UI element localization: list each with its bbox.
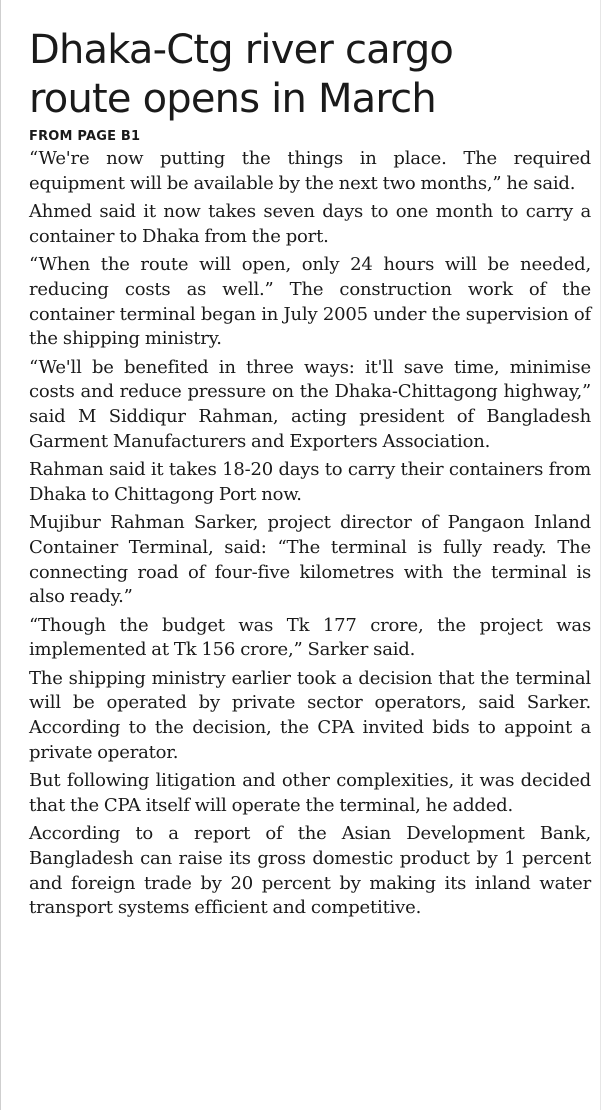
- continuation-kicker: FROM PAGE B1: [29, 129, 141, 144]
- paragraph-10: According to a report of the Asian Development Bank, Bangladesh can raise its gross domestic product by 1 percent and foreign trade by 20 percent by making its inland water transport systems efficient and competitive.: [29, 823, 591, 919]
- paragraph-4: “We'll be benefited in three ways: it'll save time, minimise costs and reduce pressure on the Dhaka-Chittagong highway,” said M Siddiqur Rahman, acting president of Bangladesh Garment Manufacturers and Exporters Association.: [29, 356, 591, 452]
- paragraph-6: Mujibur Rahman Sarker, project director of Pangaon Inland Container Terminal, said: “The terminal is fully ready. The connecting road of four-five kilometres with the terminal is also ready.”: [29, 512, 591, 608]
- paragraph-7: “Though the budget was Tk 177 crore, the project was implemented at Tk 156 crore,” Sarker said.: [29, 614, 591, 661]
- article-column: [29, 26, 591, 925]
- article-headline: [29, 26, 591, 124]
- paragraph-9: But following litigation and other complexities, it was decided that the CPA itself will operate the terminal, he added.: [29, 770, 591, 816]
- headline-line-1: Dhaka-Ctg river cargo: [29, 27, 454, 73]
- paragraph-1: “We're now putting the things in place. The required equipment will be available by the next two months,” he said.: [29, 148, 591, 194]
- paragraph-5: Rahman said it takes 18-20 days to carry their containers from Dhaka to Chittagong Port now.: [29, 459, 591, 505]
- article-body: [29, 147, 591, 921]
- paragraph-2: Ahmed said it now takes seven days to one month to carry a container to Dhaka from the port.: [29, 201, 591, 247]
- paragraph-3: “When the route will open, only 24 hours will be needed, reducing costs as well.” The construction work of the container terminal began in July 2005 under the supervision of the shipping ministry.: [29, 254, 591, 350]
- headline-line-2: route opens in March: [29, 76, 436, 122]
- paragraph-8: The shipping ministry earlier took a decision that the terminal will be operated by private sector operators, said Sarker. According to the decision, the CPA invited bids to appoint a private operator.: [29, 667, 591, 763]
